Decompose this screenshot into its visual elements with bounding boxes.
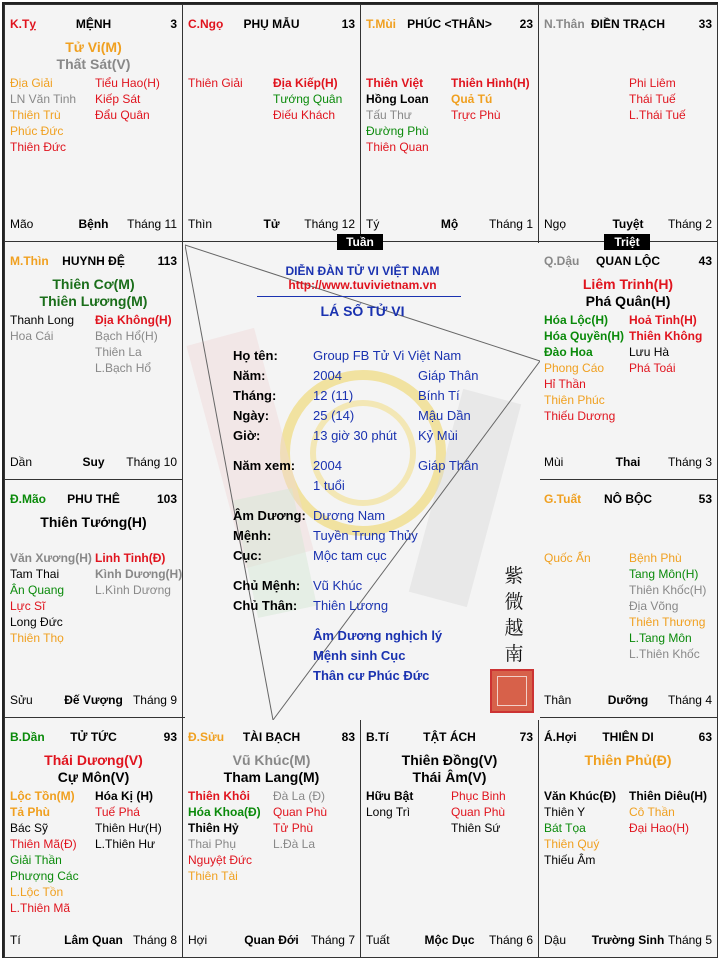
star-item: Thiên Thương — [629, 615, 706, 629]
info-row — [233, 427, 533, 445]
info-label: Tháng: — [233, 388, 277, 403]
star-item: Lưu Hà — [629, 345, 670, 359]
info-row — [233, 577, 533, 595]
palace-footer — [10, 217, 177, 233]
palace-cell-than[interactable] — [538, 4, 718, 242]
footer-month: Tháng 8 — [132, 933, 177, 947]
star-item: Long Trì — [366, 805, 411, 819]
palace-stem: Á.Hợi — [544, 730, 577, 744]
info-label: Chủ Mệnh: — [233, 578, 301, 593]
star-item: Thiên Sứ — [451, 821, 501, 835]
star-item: Hữu Bật — [366, 789, 414, 803]
palace-number: 93 — [163, 730, 177, 744]
star-item: Thiên Không — [629, 329, 703, 343]
palace-name: NÔ BỘC — [604, 492, 652, 506]
left-stars — [366, 788, 413, 820]
star-item: Phá Toái — [629, 361, 676, 375]
star-item: Hóa Quyền(H) — [544, 329, 625, 343]
vertical-char: 南 — [504, 643, 524, 665]
forum-url-link[interactable]: http://www.tuvivietnam.vn — [288, 278, 437, 292]
left-stars — [544, 550, 591, 566]
right-stars — [451, 788, 506, 836]
info-value: 1 tuổi — [313, 478, 345, 493]
footer-branch: Dần — [10, 455, 33, 469]
vertical-char: 紫 — [504, 565, 524, 587]
info-value-2: Mậu Dần — [418, 408, 471, 423]
palace-name: TẬT ÁCH — [423, 730, 476, 744]
main-star: Liêm Trinh(H) — [582, 276, 674, 292]
info-value: Dương Nam — [313, 508, 386, 523]
chart-board — [2, 2, 718, 958]
left-stars — [188, 75, 243, 91]
footer-stage: Quan Đới — [244, 933, 299, 947]
star-item: L.Thiên Khốc — [629, 647, 700, 661]
left-stars — [10, 550, 92, 646]
info-value: 25 (14) — [313, 408, 355, 423]
star-item: Thiên Đức — [10, 140, 67, 154]
info-value: Thiên Lương — [313, 598, 389, 613]
info-value-2: Kỷ Mùi — [418, 428, 458, 443]
info-label: Năm xem: — [233, 458, 296, 473]
star-item: L.Bạch Hổ — [95, 361, 152, 375]
note-line: Mệnh sinh Cục — [313, 648, 406, 663]
footer-stage: Lâm Quan — [64, 933, 123, 947]
star-item: Thiên Y — [544, 805, 586, 819]
star-item: Thiên Mã(Đ) — [10, 837, 77, 851]
footer-month: Tháng 4 — [667, 693, 712, 707]
palace-number: 83 — [341, 730, 355, 744]
star-item: Thiên Diêu(H) — [629, 789, 707, 803]
palace-name: PHỤ MẪU — [243, 17, 300, 31]
palace-stem: M.Thìn — [10, 254, 49, 268]
star-item: L.Đà La — [273, 837, 316, 851]
info-label: Giờ: — [233, 428, 261, 443]
main-star: Thiên Cơ(M) — [52, 276, 135, 292]
star-item: Phượng Các — [10, 869, 79, 883]
star-item: Thiên Khôi — [188, 789, 250, 803]
left-stars — [544, 788, 616, 868]
star-item: Địa Võng — [629, 599, 679, 613]
star-item: Thiên Phúc — [544, 393, 605, 407]
info-value: 2004 — [313, 458, 342, 473]
star-item: Tuế Phá — [95, 805, 140, 819]
info-label: Năm: — [233, 368, 266, 383]
star-item: Tử Phù — [273, 821, 314, 835]
tuan-tag: Tuần — [337, 234, 383, 250]
palace-footer — [544, 455, 712, 471]
star-item: Thiên Hình(H) — [451, 76, 530, 90]
palace-name: ĐIỀN TRẠCH — [591, 17, 665, 31]
star-item: Bạch Hổ(H) — [95, 329, 158, 343]
star-item: Kiếp Sát — [95, 92, 141, 106]
palace-cell-tuat[interactable] — [538, 479, 718, 718]
star-item: Ân Quang — [10, 583, 65, 597]
star-item: Quốc Ấn — [544, 551, 591, 565]
info-label: Họ tên: — [233, 348, 278, 363]
left-stars — [544, 312, 624, 424]
info-value: Mộc tam cục — [313, 548, 387, 563]
info-row — [233, 407, 533, 425]
info-label: Âm Dương: — [233, 508, 306, 523]
footer-stage: Đế Vượng — [64, 693, 123, 707]
palace-cell-hoi[interactable] — [538, 717, 718, 958]
info-value: 13 giờ 30 phút — [313, 428, 397, 443]
palace-stem: T.Mùi — [366, 17, 396, 31]
info-row — [233, 547, 533, 565]
info-value-2: Bính Tí — [418, 388, 460, 403]
palace-header — [10, 492, 177, 508]
main-star: Thiên Đồng(V) — [401, 752, 498, 768]
palace-header — [544, 730, 712, 746]
info-row — [233, 457, 533, 475]
footer-month: Tháng 5 — [667, 933, 712, 947]
footer-month: Tháng 1 — [488, 217, 533, 231]
vertical-char: 微 — [504, 591, 524, 613]
palace-footer — [544, 217, 712, 233]
main-star: Phá Quân(H) — [585, 293, 671, 309]
palace-name: TÀI BẠCH — [242, 730, 301, 744]
star-item: Tấu Thư — [366, 108, 412, 122]
palace-header — [188, 17, 355, 33]
vertical-char: 越 — [504, 617, 524, 639]
star-item: Tướng Quân — [273, 92, 343, 106]
main-star: Cự Môn(V) — [57, 769, 130, 785]
triet-tag: Triệt — [604, 234, 650, 250]
right-stars — [95, 550, 182, 598]
footer-branch: Sửu — [10, 693, 33, 707]
palace-stem: B.Dần — [10, 730, 45, 744]
star-item: Bát Tọa — [544, 821, 586, 835]
footer-month: Tháng 3 — [667, 455, 712, 469]
star-item: Nguyệt Đức — [188, 853, 253, 867]
footer-stage: Thai — [615, 455, 641, 469]
left-stars — [10, 312, 74, 344]
star-item: Điếu Khách — [273, 108, 336, 122]
palace-stem: G.Tuất — [544, 492, 582, 506]
info-row — [233, 527, 533, 545]
star-item: Linh Tinh(Đ) — [95, 551, 166, 565]
info-row — [233, 387, 533, 405]
palace-footer — [544, 933, 712, 949]
star-item: Thiên Khốc(H) — [629, 583, 707, 597]
star-item: Địa Kiếp(H) — [273, 76, 338, 90]
star-item: L.Thiên Mã — [10, 901, 71, 915]
star-item: Thai Phụ — [188, 837, 237, 851]
star-item: Cô Thần — [629, 805, 675, 819]
palace-number: 103 — [156, 492, 177, 506]
palace-name: HUYNH ĐỆ — [62, 254, 125, 268]
star-item: Thiên Việt — [366, 76, 424, 90]
star-item: Thanh Long — [10, 313, 75, 327]
footer-stage: Tuyệt — [612, 217, 644, 231]
star-item: Thiên Hỷ — [188, 821, 239, 835]
star-item: Đà La (Đ) — [273, 789, 326, 803]
palace-name: QUAN LỘC — [596, 254, 660, 268]
footer-branch: Tý — [366, 217, 380, 231]
palace-footer — [366, 217, 533, 233]
star-item: Lực Sĩ — [10, 599, 46, 613]
palace-number: 33 — [698, 17, 712, 31]
footer-branch: Hợi — [188, 933, 208, 947]
info-row — [233, 507, 533, 525]
footer-stage: Mộ — [440, 217, 459, 231]
star-item: Địa Không(H) — [95, 313, 172, 327]
star-item: LN Văn Tinh — [10, 92, 77, 106]
star-item: Quan Phù — [451, 805, 506, 819]
palace-number: 13 — [341, 17, 355, 31]
star-item: Đẩu Quân — [95, 108, 150, 122]
palace-header — [10, 254, 177, 270]
star-item: Quan Phù — [273, 805, 328, 819]
main-star: Thái Dương(V) — [44, 752, 143, 768]
palace-cell-thin[interactable] — [4, 241, 183, 480]
footer-stage: Tử — [263, 217, 280, 231]
main-star: Thất Sát(V) — [56, 56, 131, 72]
palace-footer — [10, 693, 177, 709]
main-star: Thiên Tướng(H) — [40, 514, 147, 530]
info-value: 12 (11) — [313, 388, 354, 403]
star-item: Phi Liêm — [629, 76, 676, 90]
right-stars — [451, 75, 530, 123]
footer-stage: Bệnh — [78, 217, 109, 231]
star-item: Phúc Đức — [10, 124, 64, 138]
star-item: Bác Sỹ — [10, 821, 49, 835]
star-item: Lộc Tồn(M) — [10, 789, 75, 803]
palace-cell-dan[interactable] — [4, 717, 183, 958]
star-item: Hóa Khoa(Đ) — [188, 805, 261, 819]
star-item: Thiên La — [95, 345, 142, 359]
palace-footer — [366, 933, 533, 949]
star-item: Thái Tuế — [629, 92, 676, 106]
palace-cell-mao[interactable] — [4, 479, 183, 718]
palace-header — [188, 730, 355, 746]
info-value: Tuyền Trung Thủy — [313, 528, 418, 543]
star-item: Văn Xương(H) — [10, 551, 92, 565]
info-label: Ngày: — [233, 408, 270, 423]
palace-footer — [10, 455, 177, 471]
url-underline — [257, 296, 461, 297]
right-stars — [629, 788, 707, 836]
star-item: Đào Hoa — [544, 345, 593, 359]
info-value-2: Giáp Thân — [418, 368, 479, 383]
palace-cell-ngo[interactable] — [182, 4, 361, 242]
star-item: Phục Binh — [451, 789, 506, 803]
footer-month: Tháng 6 — [488, 933, 533, 947]
main-star: Thiên Lương(M) — [39, 293, 148, 309]
palace-cell-ty[interactable] — [4, 4, 183, 242]
right-stars — [273, 75, 342, 123]
star-item: Bệnh Phù — [629, 551, 682, 565]
palace-number: 53 — [698, 492, 712, 506]
info-value: Group FB Tử Vi Việt Nam — [313, 348, 462, 363]
palace-cell-dau[interactable] — [538, 241, 718, 480]
main-star: Tử Vi(M) — [65, 39, 122, 55]
info-label: Chủ Thân: — [233, 598, 298, 613]
star-item: Thiên Trù — [10, 108, 61, 122]
palace-name: THIÊN DI — [602, 730, 654, 744]
info-label: Mệnh: — [233, 528, 272, 543]
seal-stamp — [490, 669, 534, 713]
right-stars — [95, 75, 160, 123]
palace-footer — [544, 693, 712, 709]
palace-name: PHU THÊ — [67, 492, 120, 506]
main-star: Thái Âm(V) — [412, 769, 487, 785]
star-item: Hóa Lộc(H) — [544, 313, 608, 327]
footer-stage: Dưỡng — [607, 693, 649, 707]
footer-stage: Suy — [82, 455, 105, 469]
right-stars — [95, 312, 172, 376]
info-label: Cục: — [233, 548, 262, 563]
footer-month: Tháng 7 — [310, 933, 355, 947]
right-stars — [95, 788, 162, 852]
left-stars — [10, 788, 79, 916]
star-item: Long Đức — [10, 615, 63, 629]
star-item: L.Thiên Hư — [95, 837, 156, 851]
info-value: Vũ Khúc — [313, 578, 363, 593]
chart-title: LÁ SỐ TỬ VI — [320, 303, 405, 319]
star-item: Kình Dương(H) — [95, 567, 183, 581]
left-stars — [188, 788, 261, 884]
palace-number: 23 — [519, 17, 533, 31]
palace-header — [544, 254, 712, 270]
main-star: Tham Lang(M) — [223, 769, 320, 785]
star-item: Hoa Cái — [10, 329, 54, 343]
palace-number: 3 — [170, 17, 177, 31]
star-item: L.Kình Dương — [95, 583, 171, 597]
star-item: Thiếu Dương — [544, 409, 616, 423]
footer-month: Tháng 12 — [304, 217, 355, 231]
main-star: Thiên Phủ(Đ) — [584, 752, 672, 768]
left-stars — [366, 75, 429, 155]
star-item: Tam Thai — [10, 567, 60, 581]
vertical-seal-text — [501, 563, 527, 667]
star-item: Thiếu Âm — [544, 853, 596, 867]
info-value-2: Giáp Thân — [418, 458, 479, 473]
palace-header — [366, 730, 533, 746]
info-row — [233, 367, 533, 385]
footer-stage: Mộc Dục — [424, 933, 475, 947]
palace-cell-mui[interactable] — [360, 4, 539, 242]
palace-name: MỆNH — [75, 17, 112, 31]
star-item: Tả Phù — [10, 805, 51, 819]
palace-stem: Q.Dậu — [544, 254, 580, 268]
star-item: Thiên Thọ — [10, 631, 64, 645]
palace-header — [544, 492, 712, 508]
star-item: Tiểu Hao(H) — [95, 76, 160, 90]
star-item: Phong Cáo — [544, 361, 605, 375]
right-stars — [629, 550, 706, 662]
right-stars — [273, 788, 327, 852]
palace-stem: Đ.Mão — [10, 492, 46, 506]
main-star: Vũ Khúc(M) — [232, 752, 311, 768]
footer-month: Tháng 2 — [667, 217, 712, 231]
star-item: Hồng Loan — [366, 92, 429, 106]
footer-branch: Ngọ — [544, 217, 567, 231]
footer-branch: Mùi — [544, 455, 564, 469]
star-item: L.Thái Tuế — [629, 108, 686, 122]
palace-stem: N.Thân — [544, 17, 585, 31]
palace-number: 43 — [698, 254, 712, 268]
footer-branch: Thân — [544, 693, 572, 707]
palace-number: 63 — [698, 730, 712, 744]
footer-month: Tháng 11 — [127, 217, 177, 231]
palace-header — [10, 730, 177, 746]
palace-name: TỬ TỨC — [70, 730, 117, 744]
palace-cell-ti[interactable] — [360, 717, 539, 958]
star-item: L.Tang Môn — [629, 631, 692, 645]
footer-branch: Mão — [10, 217, 34, 231]
star-item: Quả Tú — [451, 92, 493, 106]
note-line: Âm Dương nghịch lý — [313, 628, 443, 643]
palace-header — [544, 17, 712, 33]
palace-stem: C.Ngọ — [188, 17, 224, 31]
footer-month: Tháng 10 — [126, 455, 177, 469]
info-row — [233, 347, 533, 365]
star-item: Hóa Kị (H) — [95, 789, 153, 803]
palace-number: 73 — [519, 730, 533, 744]
right-stars — [629, 75, 686, 123]
palace-name: PHÚC <THÂN> — [407, 17, 492, 31]
palace-stem: K.Tỵ — [10, 17, 37, 31]
palace-footer — [10, 933, 177, 949]
forum-title: DIỄN ĐÀN TỬ VI VIỆT NAM — [285, 264, 440, 278]
star-item: Thiên Giải — [188, 76, 243, 90]
palace-header — [10, 17, 177, 33]
center-panel — [185, 243, 540, 720]
palace-footer — [188, 933, 355, 949]
star-item: Thiên Quý — [544, 837, 600, 851]
palace-number: 113 — [157, 254, 177, 268]
star-item: Thiên Tài — [188, 869, 238, 883]
info-row — [233, 597, 533, 615]
footer-branch: Tí — [10, 933, 21, 947]
footer-month: Tháng 9 — [132, 693, 177, 707]
info-row — [233, 477, 533, 495]
star-item: Đường Phù — [366, 124, 429, 138]
star-item: Hỉ Thần — [544, 377, 586, 391]
star-item: Tang Môn(H) — [629, 567, 699, 581]
star-item: Hoả Tinh(H) — [629, 313, 697, 327]
star-item: Thiên Hư(H) — [95, 821, 162, 835]
left-stars — [10, 75, 76, 155]
star-item: Thiên Quan — [366, 140, 429, 154]
star-item: Giải Thần — [10, 853, 62, 867]
palace-footer — [188, 217, 355, 233]
star-item: Đại Hao(H) — [629, 821, 690, 835]
footer-branch: Tuất — [366, 933, 390, 947]
palace-stem: Đ.Sửu — [188, 730, 225, 744]
star-item: Trực Phù — [451, 108, 501, 122]
info-value: 2004 — [313, 368, 342, 383]
star-item: Văn Khúc(Đ) — [544, 789, 616, 803]
palace-stem: B.Tí — [366, 730, 389, 744]
star-item: L.Lộc Tồn — [10, 885, 64, 899]
note-line: Thân cư Phúc Đức — [313, 668, 430, 683]
footer-stage: Trường Sinh — [591, 933, 665, 947]
star-item: Địa Giải — [10, 76, 53, 90]
palace-cell-suu[interactable] — [182, 717, 361, 958]
footer-branch: Thìn — [188, 217, 213, 231]
right-stars — [629, 312, 702, 376]
footer-branch: Dậu — [544, 933, 567, 947]
palace-header — [366, 17, 533, 33]
